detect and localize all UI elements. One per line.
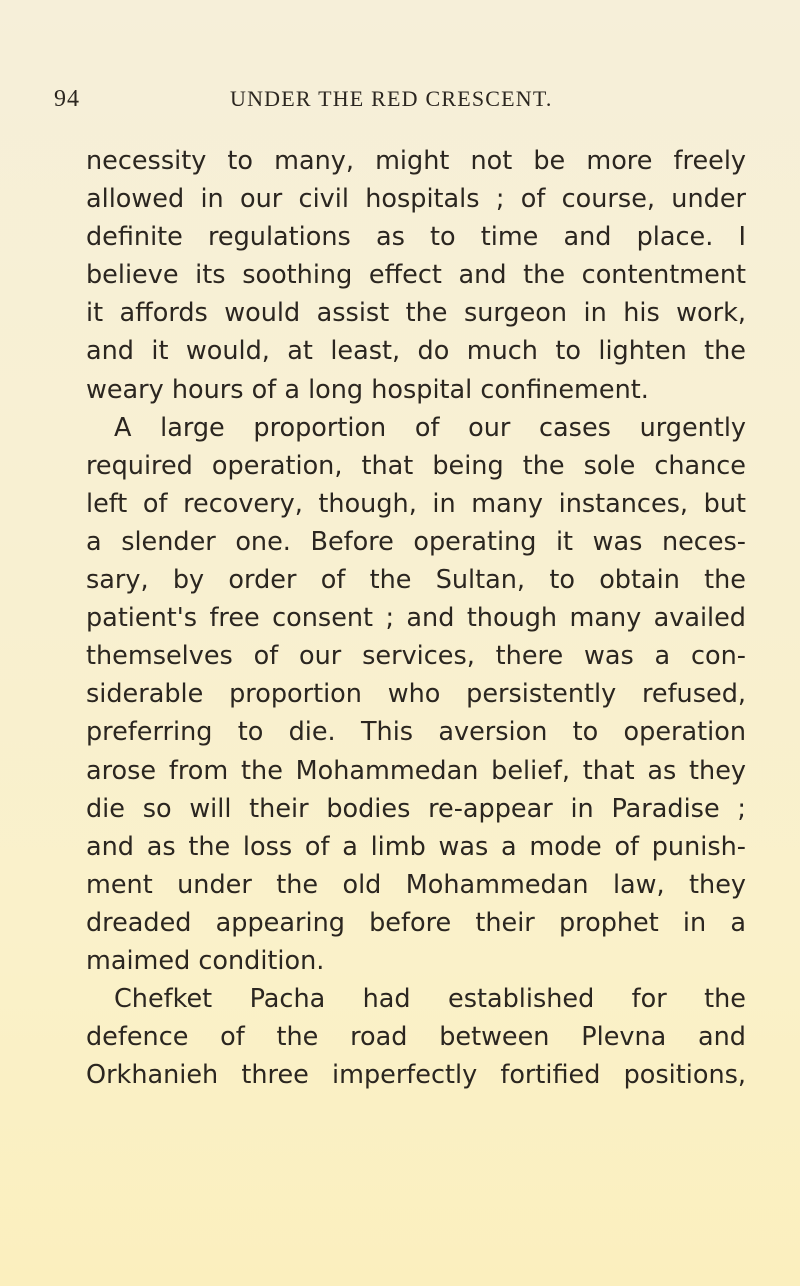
text-line: allowed in our civil hospitals ; of course, under xyxy=(86,184,746,215)
running-title: UNDER THE RED CRESCENT. xyxy=(230,86,553,111)
text-line: dreaded appearing before their prophet in a xyxy=(86,907,746,938)
text-line: definite regulations as to time and place. I xyxy=(86,222,746,253)
body-text xyxy=(86,142,746,1094)
text-line: Orkhanieh three imperfectly fortified positions, xyxy=(86,1060,746,1091)
text-line: sary, by order of the Sultan, to obtain the xyxy=(86,565,746,596)
text-line: necessity to many, might not be more freely xyxy=(86,146,746,176)
paragraph-end-line: weary hours of a long hospital confinement. xyxy=(86,374,649,405)
text-line: themselves of our services, there was a con- xyxy=(86,641,746,672)
text-line: preferring to die. This aversion to operation xyxy=(86,717,746,748)
text-line: defence of the road between Plevna and xyxy=(86,1022,746,1053)
text-line: arose from the Mohammedan belief, that as they xyxy=(86,755,746,786)
paragraph-start-line: Chefket Pacha had established for the xyxy=(114,984,746,1015)
text-line: it affords would assist the surgeon in his work, xyxy=(86,298,746,329)
text-line: and it would, at least, do much to lighten the xyxy=(86,336,746,367)
text-line: patient's free consent ; and though many availed xyxy=(86,603,746,634)
text-line: left of recovery, though, in many instances, but xyxy=(86,488,746,519)
page-number: 94 xyxy=(54,86,80,112)
text-line: die so will their bodies re-appear in Paradise ; xyxy=(86,793,746,824)
paragraph-end-line: maimed condition. xyxy=(86,945,325,976)
text-line: believe its soothing effect and the contentment xyxy=(86,260,746,291)
text-line: required operation, that being the sole chance xyxy=(86,450,746,481)
text-line: and as the loss of a limb was a mode of punish- xyxy=(86,831,746,862)
text-line: siderable proportion who persistently refused, xyxy=(86,679,746,710)
paragraph-start-line: A large proportion of our cases urgently xyxy=(114,412,746,443)
text-line: ment under the old Mohammedan law, they xyxy=(86,869,746,900)
text-line: a slender one. Before operating it was neces- xyxy=(86,526,746,557)
running-head xyxy=(54,86,744,118)
